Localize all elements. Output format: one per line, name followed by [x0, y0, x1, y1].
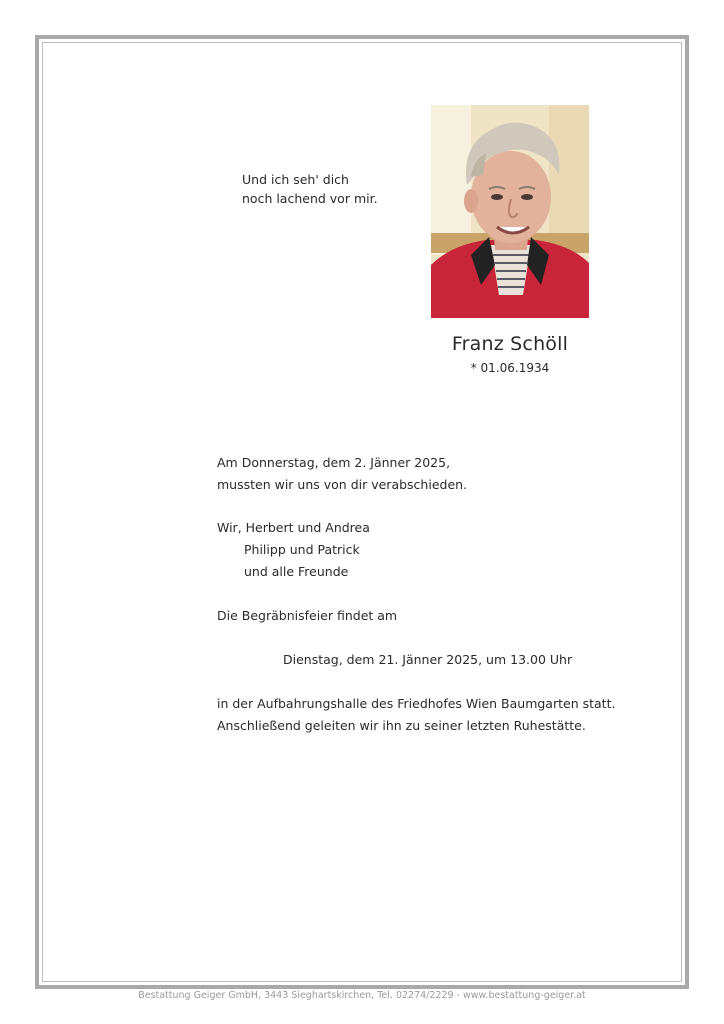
funeral-date: Dienstag, dem 21. Jänner 2025, um 13.00 Uhr	[283, 652, 573, 667]
birth-date: * 01.06.1934	[470, 361, 550, 375]
quote	[242, 170, 378, 208]
mourners-line-2: Philipp und Patrick	[244, 542, 360, 557]
announcement-line-2: mussten wir uns von dir verabschieden.	[217, 477, 468, 492]
announcement-line-1: Am Donnerstag, dem 2. Jänner 2025,	[217, 455, 451, 470]
mourners-line-3: und alle Freunde	[244, 564, 349, 579]
deceased-name: Franz Schöll	[451, 333, 569, 355]
footer-text: Bestattung Geiger GmbH, 3443 Sieghartskirchen, Tel. 02274/2229 - www.bestattung-geiger.at	[138, 990, 586, 1001]
funeral-place: in der Aufbahrungshalle des Friedhofes Wien Baumgarten statt.	[217, 696, 616, 711]
portrait-photo	[431, 105, 589, 318]
funeral-after: Anschließend geleiten wir ihn zu seiner letzten Ruhestätte.	[217, 718, 586, 733]
funeral-intro: Die Begräbnisfeier findet am	[217, 608, 398, 623]
mourners-line-1: Wir, Herbert und Andrea	[217, 520, 370, 535]
quote-line-1: Und ich seh' dich	[242, 172, 349, 187]
quote-line-2: noch lachend vor mir.	[242, 191, 378, 206]
